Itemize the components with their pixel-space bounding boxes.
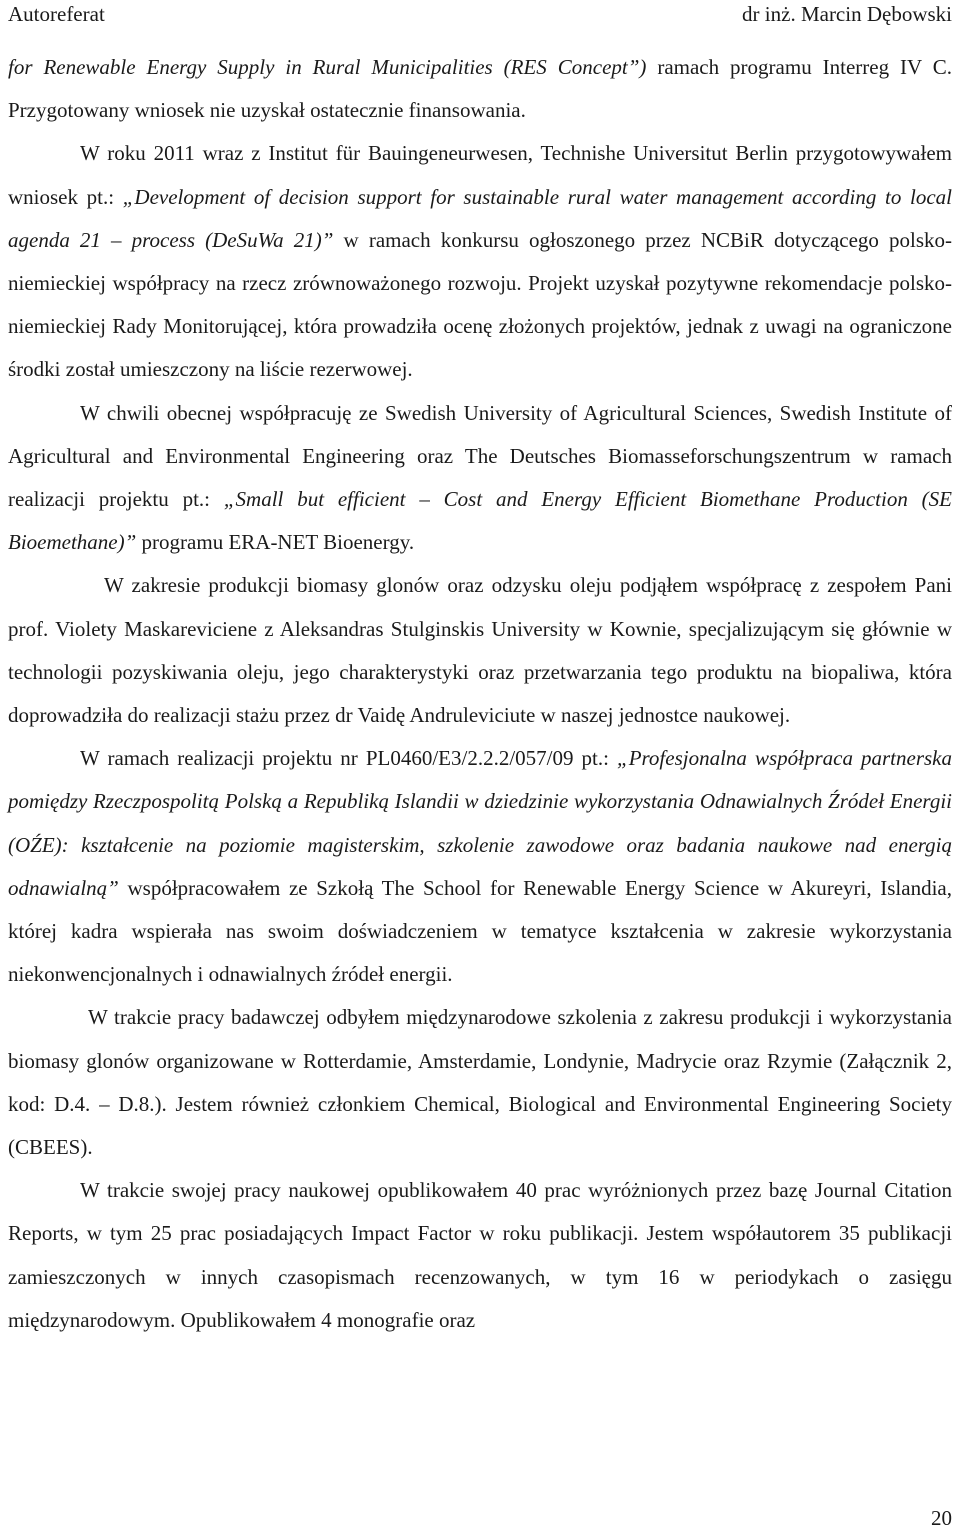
header-author: dr inż. Marcin Dębowski [742,2,952,26]
paragraph-1-text: ramach programu Interreg IV C. Przygotowany wniosek nie uzyskał ostatecznie finansowania. [8,55,952,123]
paragraph-1 [8,46,952,132]
document-body [8,46,952,1342]
paragraph-2 [8,132,952,391]
paragraph-7-text: W trakcie swojej pracy naukowej opublikowałem 40 prac wyróżnionych przez bazę Journal Citation Reports, w tym 25 prac posiadających Impact Factor w roku publikacji. Jestem współautorem 35 publikacji zamieszczonych w innych czasopismach recenzowanych, w tym 16 w periodykach o zasięgu międzynarodowym. Opublikowałem 4 monografie oraz [8,1178,952,1332]
paragraph-5-text-a: W ramach realizacji projektu nr PL0460/E3/2.2.2/057/09 pt.: [80,746,618,771]
paragraph-2-text-b: w ramach konkursu ogłoszonego przez NCBiR dotyczącego polsko-niemieckiej współpracy na rzecz zrównoważonego rozwoju. Projekt uzyskał pozytywne rekomendacje polsko-niemieckiej Rady Monitorującej, która prowadziła ocenę złożonych projektów, jednak z uwagi na ograniczone środki został umieszczony na liście rezerwowej. [8,227,952,382]
page-number: 20 [931,1506,952,1530]
paragraph-5-italic: „Profesjonalna współpraca partnerska pomiędzy Rzeczpospolitą Polską a Republiką Islandii w dziedzinie wykorzystania Odnawialnych Źródeł Energii (OŹE): kształcenie na poziomie magisterskim, szkolenie zawodowe oraz badania naukowe nad energią odnawialną” [8,746,952,900]
paragraph-2-text-a: W roku 2011 wraz z Institut für Bauingeneurwesen, Technishe Universitut Berlin przygotowywałem wniosek pt.: [8,141,952,209]
paragraph-3-italic: „Small but efficient – Cost and Energy Efficient Biomethane Production (SE Bioemethane)” [8,487,952,555]
paragraph-6-text: W trakcie pracy badawczej odbyłem międzynarodowe szkolenia z zakresu produkcji i wykorzystania biomasy glonów organizowane w Rotterdamie, Amsterdamie, Londynie, Madrycie oraz Rzymie (Załącznik 2, kod: D.4. – D.8.). Jestem również członkiem Chemical, Biological and Environmental Engineering Society (CBEES). [8,1005,952,1160]
paragraph-1-italic: for Renewable Energy Supply in Rural Municipalities (RES Concept”) [8,55,647,79]
paragraph-5-text-b: współpracowałem ze Szkołą The School for Renewable Energy Science w Akureyri, Islandia, której kadra wspierała nas swoim doświadczeniem w tematyce kształcenia w zakresie wykorzystania niekonwencjonalnych i odnawialnych źródeł energii. [8,875,952,987]
paragraph-2-italic: „Development of decision support for sustainable rural water management according to local agenda 21 – process (DeSuWa 21)” [8,184,952,252]
header-title: Autoreferat [8,2,105,26]
paragraph-3 [8,392,952,565]
paragraph-5 [8,737,952,996]
paragraph-3-text-a: W chwili obecnej współpracuję ze Swedish University of Agricultural Sciences, Swedish Institute of Agricultural and Environmental Engineering oraz The Deutsches Biomasseforschungszentrum w ramach realizacji projektu pt.: [8,400,952,512]
page-header [8,0,952,30]
paragraph-6 [8,996,952,1169]
paragraph-7 [8,1169,952,1342]
paragraph-4-text: W zakresie produkcji biomasy glonów oraz odzysku oleju podjąłem współpracę z zespołem Pani prof. Violety Maskareviciene z Aleksandras Stulginskis University w Kownie, specjalizującym się głównie w technologii pozyskiwania oleju, jego charakterystyki oraz przetwarzania tego produktu na biopaliwa, która doprowadziła do realizacji stażu przez dr Vaidę Andruleviciute w naszej jednostce naukowej. [8,573,952,728]
paragraph-3-text-b: programu ERA-NET Bioenergy. [136,530,415,555]
paragraph-4 [8,564,952,737]
